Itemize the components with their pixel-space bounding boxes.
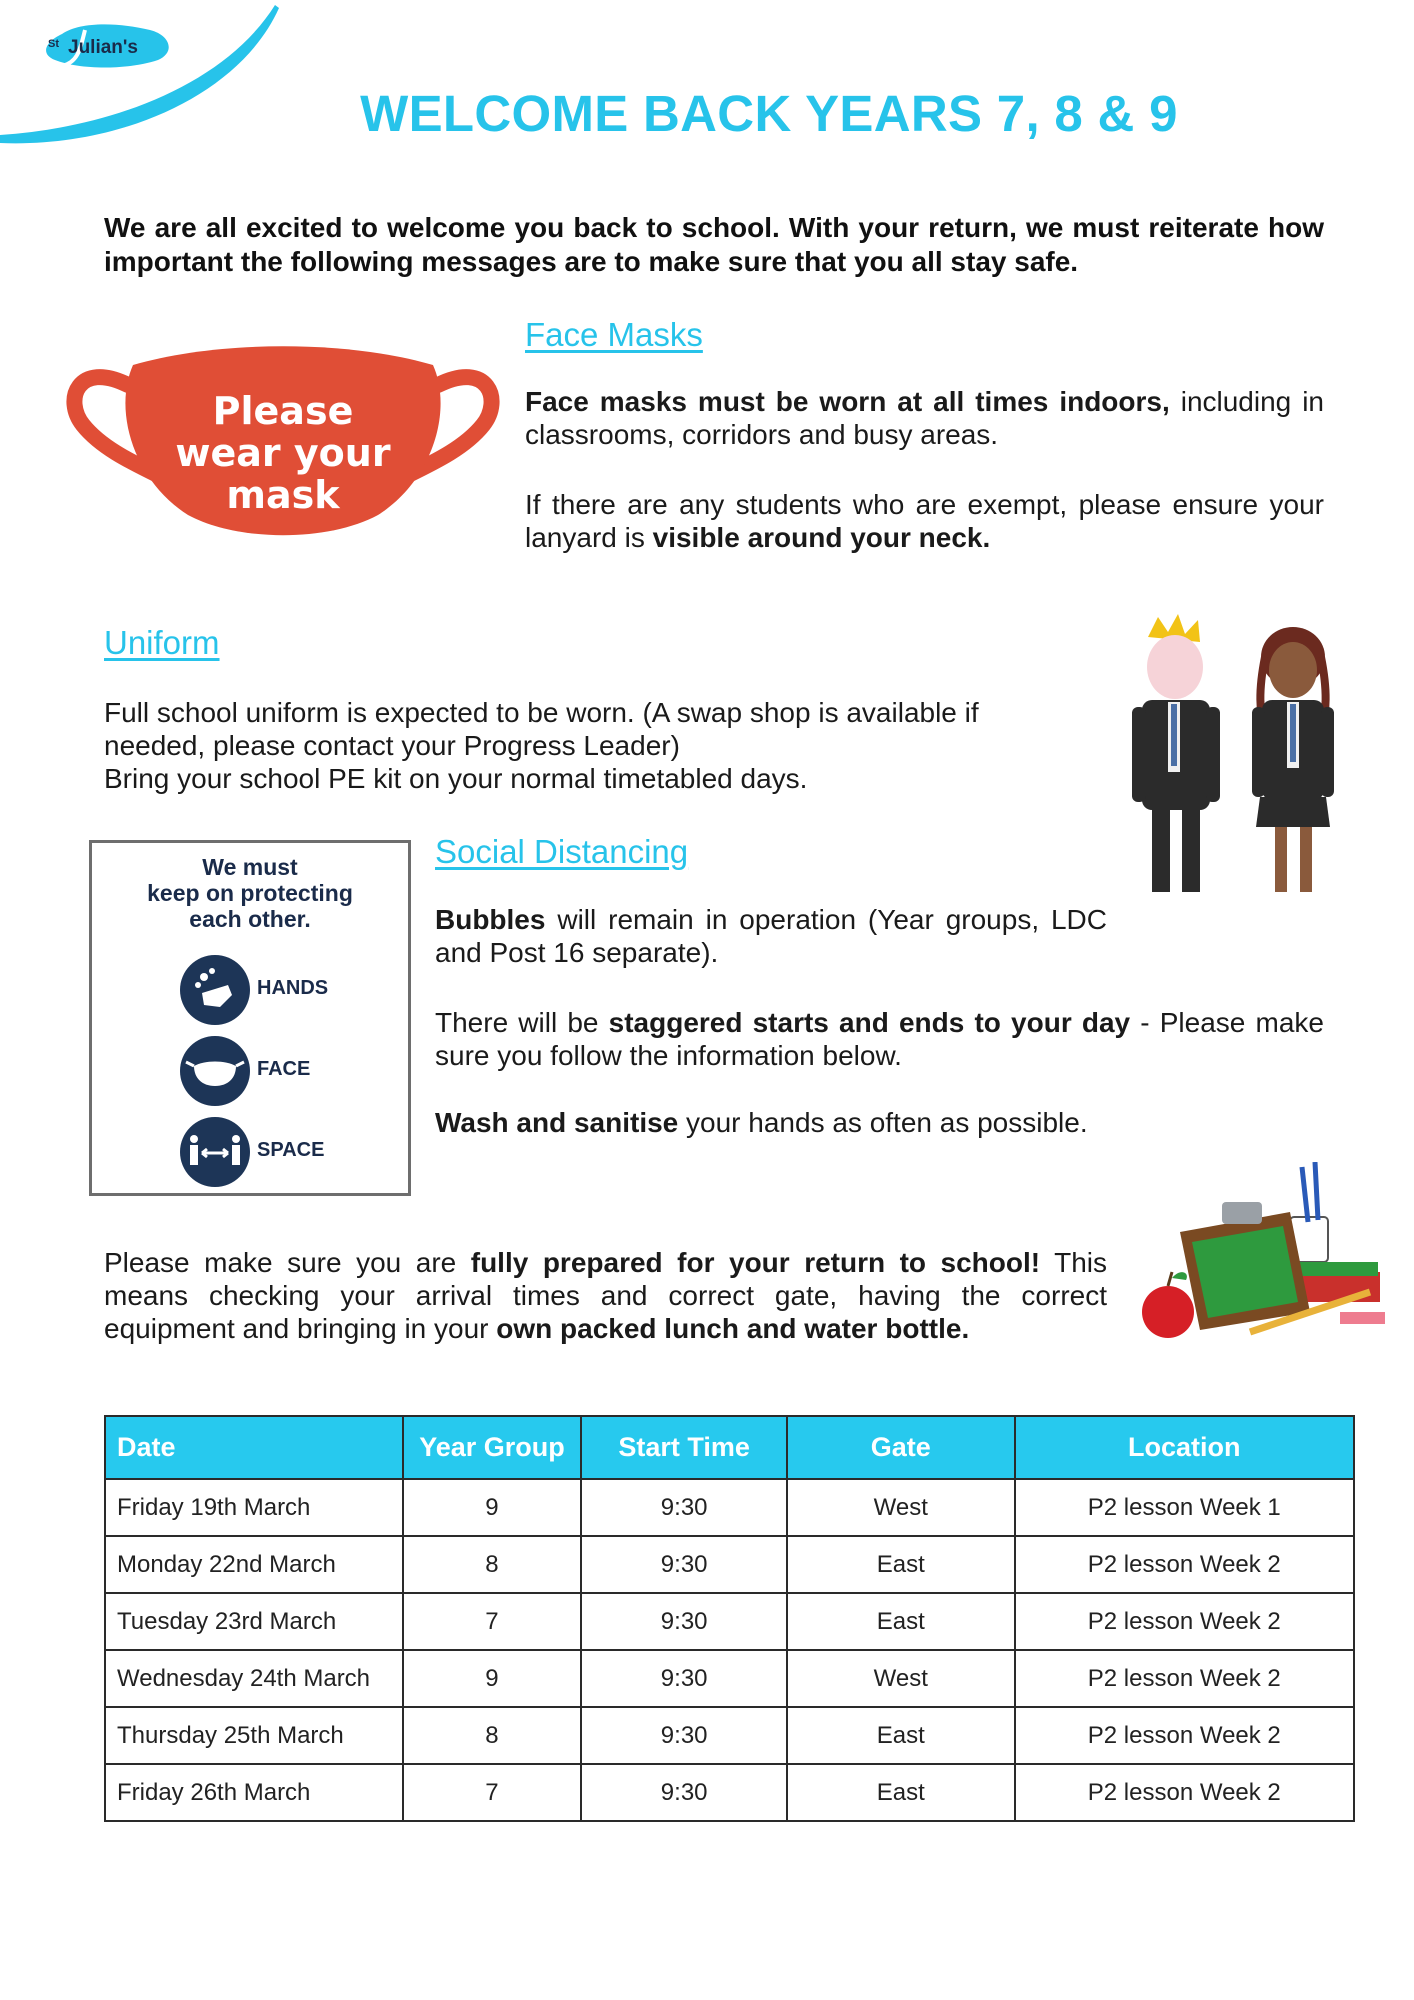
school-supplies-graphic: [1140, 1162, 1392, 1352]
students-illustration: [1130, 612, 1350, 902]
cell-year-group: 9: [403, 1650, 582, 1707]
cell-start-time: 9:30: [581, 1479, 787, 1536]
face-masks-rule: Face masks must be worn at all times indoors,: [525, 386, 1170, 417]
header-start-time: Start Time: [581, 1416, 787, 1479]
cell-location: P2 lesson Week 2: [1015, 1764, 1354, 1821]
hands-face-space-poster: [89, 840, 411, 1196]
prepared-middle: This means checking your arrival times and correct gate, having the correct equipment and bringing in your: [104, 1247, 1108, 1344]
header-date: Date: [105, 1416, 403, 1479]
school-supplies-illustration: [1140, 1162, 1392, 1352]
cell-year-group: 7: [403, 1593, 582, 1650]
cell-date: Thursday 25th March: [105, 1707, 403, 1764]
table-row: [105, 1764, 1354, 1821]
table-row: [105, 1536, 1354, 1593]
prepared-bold-2: own packed lunch and water bottle.: [496, 1313, 970, 1344]
cell-year-group: 8: [403, 1707, 582, 1764]
social-distancing-heading: Social Distancing: [435, 833, 689, 870]
uniform-heading: Uniform: [104, 624, 220, 661]
face-masks-heading: Face Masks: [525, 316, 703, 353]
face-masks-paragraph-2: [525, 488, 1324, 554]
space-icon: [180, 1117, 250, 1187]
cell-date: Tuesday 23rd March: [105, 1593, 403, 1650]
cell-gate: East: [787, 1764, 1015, 1821]
poster-label-hands: HANDS: [257, 977, 329, 999]
face-masks-rule-rest: including in classrooms, corridors and busy areas.: [525, 386, 1325, 450]
mask-text-line1: Please: [212, 389, 354, 433]
cell-gate: West: [787, 1479, 1015, 1536]
cell-gate: East: [787, 1593, 1015, 1650]
staggered-rest: - Please make sure you follow the information below.: [435, 1007, 1324, 1071]
header-gate: Gate: [787, 1416, 1015, 1479]
cell-gate: West: [787, 1650, 1015, 1707]
cell-location: P2 lesson Week 2: [1015, 1650, 1354, 1707]
table-row: [105, 1593, 1354, 1650]
staggered-start: There will be: [435, 1007, 609, 1038]
prepared-paragraph: [104, 1246, 1107, 1345]
wash-paragraph: [435, 1106, 1107, 1139]
cell-start-time: 9:30: [581, 1650, 787, 1707]
table-row: [105, 1650, 1354, 1707]
poster-line-3: each other.: [189, 906, 311, 932]
hands-icon: [180, 955, 250, 1025]
cell-location: P2 lesson Week 2: [1015, 1593, 1354, 1650]
cell-start-time: 9:30: [581, 1593, 787, 1650]
face-masks-paragraph-1: [525, 385, 1324, 451]
logo-text-small: St: [48, 38, 59, 50]
intro-text: We are all excited to welcome you back to school. With your return, we must reiterate how important the following messages are to make sure that you all stay safe.: [104, 212, 1324, 277]
bubbles-bold: Bubbles: [435, 904, 546, 935]
prepared-bold-1: fully prepared for your return to school!: [470, 1247, 1041, 1278]
logo-text: Julian's: [68, 37, 138, 58]
cell-start-time: 9:30: [581, 1707, 787, 1764]
students-graphic: [1130, 612, 1350, 902]
face-icon: [180, 1036, 250, 1106]
cell-location: P2 lesson Week 1: [1015, 1479, 1354, 1536]
cell-location: P2 lesson Week 2: [1015, 1707, 1354, 1764]
wash-bold: Wash and sanitise: [435, 1107, 679, 1138]
cell-date: Wednesday 24th March: [105, 1650, 403, 1707]
table-row: [105, 1707, 1354, 1764]
exempt-text-bold: visible around your neck.: [652, 522, 991, 553]
uniform-paragraph: [104, 696, 1064, 795]
exempt-text: If there are any students who are exempt, please ensure your lanyard is: [525, 489, 1324, 553]
cell-year-group: 8: [403, 1536, 582, 1593]
schedule-table: [104, 1415, 1355, 1822]
wash-rest: your hands as often as possible.: [678, 1107, 1088, 1138]
bubbles-paragraph: [435, 903, 1107, 969]
poster-line-1: We must: [202, 854, 298, 880]
poster-label-face: FACE: [257, 1058, 311, 1080]
cell-year-group: 7: [403, 1764, 582, 1821]
table-header-row: [105, 1416, 1354, 1479]
cell-start-time: 9:30: [581, 1536, 787, 1593]
cell-date: Friday 19th March: [105, 1479, 403, 1536]
table-row: [105, 1479, 1354, 1536]
cell-year-group: 9: [403, 1479, 582, 1536]
poster-line-2: keep on protecting: [147, 880, 353, 906]
cell-gate: East: [787, 1707, 1015, 1764]
prepared-start: Please make sure you are: [104, 1247, 471, 1278]
header-location: Location: [1015, 1416, 1354, 1479]
cell-gate: East: [787, 1536, 1015, 1593]
cell-start-time: 9:30: [581, 1764, 787, 1821]
mask-illustration: [58, 330, 508, 542]
mask-text-line2: wear your: [175, 431, 391, 475]
mask-text-line3: mask: [226, 473, 340, 517]
staggered-bold: staggered starts and ends to your day: [608, 1007, 1131, 1038]
cell-date: Friday 26th March: [105, 1764, 403, 1821]
cell-date: Monday 22nd March: [105, 1536, 403, 1593]
bubbles-rest: will remain in operation (Year groups, LDC and Post 16 separate).: [435, 904, 1107, 968]
uniform-line-1: Full school uniform is expected to be worn. (A swap shop is available if needed, please contact your Progress Leader): [104, 697, 979, 761]
staggered-paragraph: [435, 1006, 1324, 1072]
uniform-line-2: Bring your school PE kit on your normal timetabled days.: [104, 763, 808, 794]
page-title: WELCOME BACK YEARS 7, 8 & 9: [360, 85, 1178, 142]
cell-location: P2 lesson Week 2: [1015, 1536, 1354, 1593]
header-year-group: Year Group: [403, 1416, 582, 1479]
poster-label-space: SPACE: [257, 1139, 325, 1161]
